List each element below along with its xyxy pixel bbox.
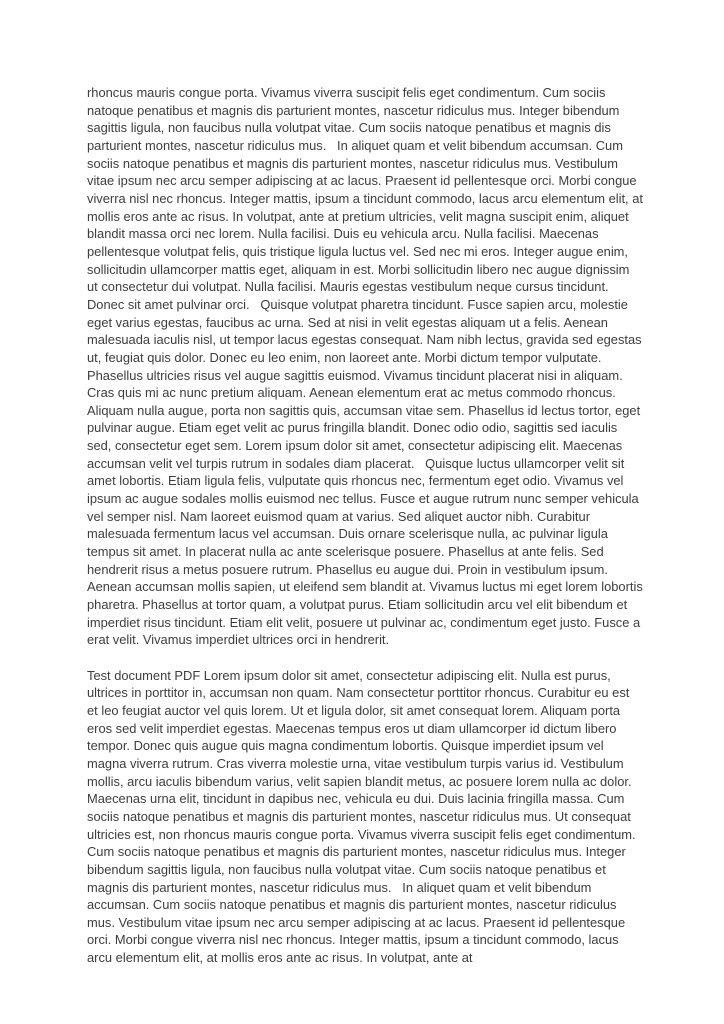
paragraph-test-document: Test document PDF Lorem ipsum dolor sit amet, consectetur adipiscing elit. Nulla est purus, ultrices in porttitor in, accumsan non quam. Nam consectetur porttitor rhoncus. Curabitur eu est et leo feugiat auctor vel quis lorem. Ut et ligula dolor, sit amet consequat lorem. Aliquam porta eros sed velit imperdiet egestas. Maecenas tempus eros ut diam ullamcorper id dictum libero tempor. Donec quis augue quis magna condimentum lobortis. Quisque imperdiet ipsum vel magna viverra rutrum. Cras viverra molestie urna, vitae vestibulum turpis varius id. Vestibulum mollis, arcu iaculis bibendum varius, velit sapien blandit metus, ac posuere lorem nulla ac dolor. Maecenas urna elit, tincidunt in dapibus nec, vehicula eu dui. Duis lacinia fringilla massa. Cum sociis natoque penatibus et magnis dis parturient montes, nascetur ridiculus mus. Ut consequat ultricies est, non rhoncus mauris congue porta. Vivamus viverra suscipit felis eget condimentum. Cum sociis natoque penatibus et magnis dis parturient montes, nascetur ridiculus mus. Integer bibendum sagittis ligula, non faucibus nulla volutpat vitae. Cum sociis natoque penatibus et magnis dis parturient montes, nascetur ridiculus mus. In aliquet quam et velit bibendum accumsan. Cum sociis natoque penatibus et magnis dis parturient montes, nascetur ridiculus mus. Vestibulum vitae ipsum nec arcu semper adipiscing at ac lacus. Praesent id pellentesque orci. Morbi congue viverra nisl nec rhoncus. Integer mattis, ipsum a tincidunt commodo, lacus arcu elementum elit, at mollis eros ante ac risus. In volutpat, ante at xyxy=(87,667,640,966)
text-block xyxy=(87,84,647,967)
paragraph-continuation: rhoncus mauris congue porta. Vivamus viverra suscipit felis eget condimentum. Cum sociis natoque penatibus et magnis dis parturient montes, nascetur ridiculus mus. Integer bibendum sagittis ligula, non faucibus nulla volutpat vitae. Cum sociis natoque penatibus et magnis dis parturient montes, nascetur ridiculus mus. In aliquet quam et velit bibendum accumsan. Cum sociis natoque penatibus et magnis dis parturient montes, nascetur ridiculus mus. Vestibulum vitae ipsum nec arcu semper adipiscing at ac lacus. Praesent id pellentesque orci. Morbi congue viverra nisl nec rhoncus. Integer mattis, ipsum a tincidunt commodo, lacus arcu elementum elit, at mollis eros ante ac risus. In volutpat, ante at pretium ultricies, velit magna suscipit enim, aliquet blandit massa orci nec lorem. Nulla facilisi. Duis eu vehicula arcu. Nulla facilisi. Maecenas pellentesque volutpat felis, quis tristique ligula luctus vel. Sed nec mi eros. Integer augue enim, sollicitudin ullamcorper mattis eget, aliquam in est. Morbi sollicitudin libero nec augue dignissim ut consectetur dui volutpat. Nulla facilisi. Mauris egestas vestibulum neque cursus tincidunt. Donec sit amet pulvinar orci. Quisque volutpat pharetra tincidunt. Fusce sapien arcu, molestie eget varius egestas, faucibus ac urna. Sed at nisi in velit egestas aliquam ut a felis. Aenean malesuada iaculis nisl, ut tempor lacus egestas consequat. Nam nibh lectus, gravida sed egestas ut, feugiat quis dolor. Donec eu leo enim, non laoreet ante. Morbi dictum tempor vulputate. Phasellus ultricies risus vel augue sagittis euismod. Vivamus tincidunt placerat nisi in aliquam. Cras quis mi ac nunc pretium aliquam. Aenean elementum erat ac metus commodo rhoncus. Aliquam nulla augue, porta non sagittis quis, accumsan vitae sem. Phasellus id lectus tortor, eget pulvinar augue. Etiam eget velit ac purus fringilla blandit. Donec odio odio, sagittis sed iaculis sed, consectetur eget sem. Lorem ipsum dolor sit amet, consectetur adipiscing elit. Maecenas accumsan velit vel turpis rutrum in sodales diam placerat. Quisque luctus ullamcorper velit sit amet lobortis. Etiam ligula felis, vulputate quis rhoncus nec, fermentum eget odio. Vivamus vel ipsum ac augue sodales mollis euismod nec tellus. Fusce et augue rutrum nunc semper vehicula vel semper nisl. Nam laoreet euismod quam at varius. Sed aliquet auctor nibh. Curabitur malesuada fermentum lacus vel accumsan. Duis ornare scelerisque nulla, ac pulvinar ligula tempus sit amet. In placerat nulla ac ante scelerisque posuere. Phasellus at ante felis. Sed hendrerit risus a metus posuere rutrum. Phasellus eu augue dui. Proin in vestibulum ipsum. Aenean accumsan mollis sapien, ut eleifend sem blandit at. Vivamus luctus mi eget lorem lobortis pharetra. Phasellus at tortor quam, a volutpat purus. Etiam sollicitudin arcu vel elit bibendum et imperdiet risus tincidunt. Etiam elit velit, posuere ut pulvinar ac, condimentum eget justo. Fusce a erat velit. Vivamus imperdiet ultrices orci in hendrerit. xyxy=(87,85,647,648)
